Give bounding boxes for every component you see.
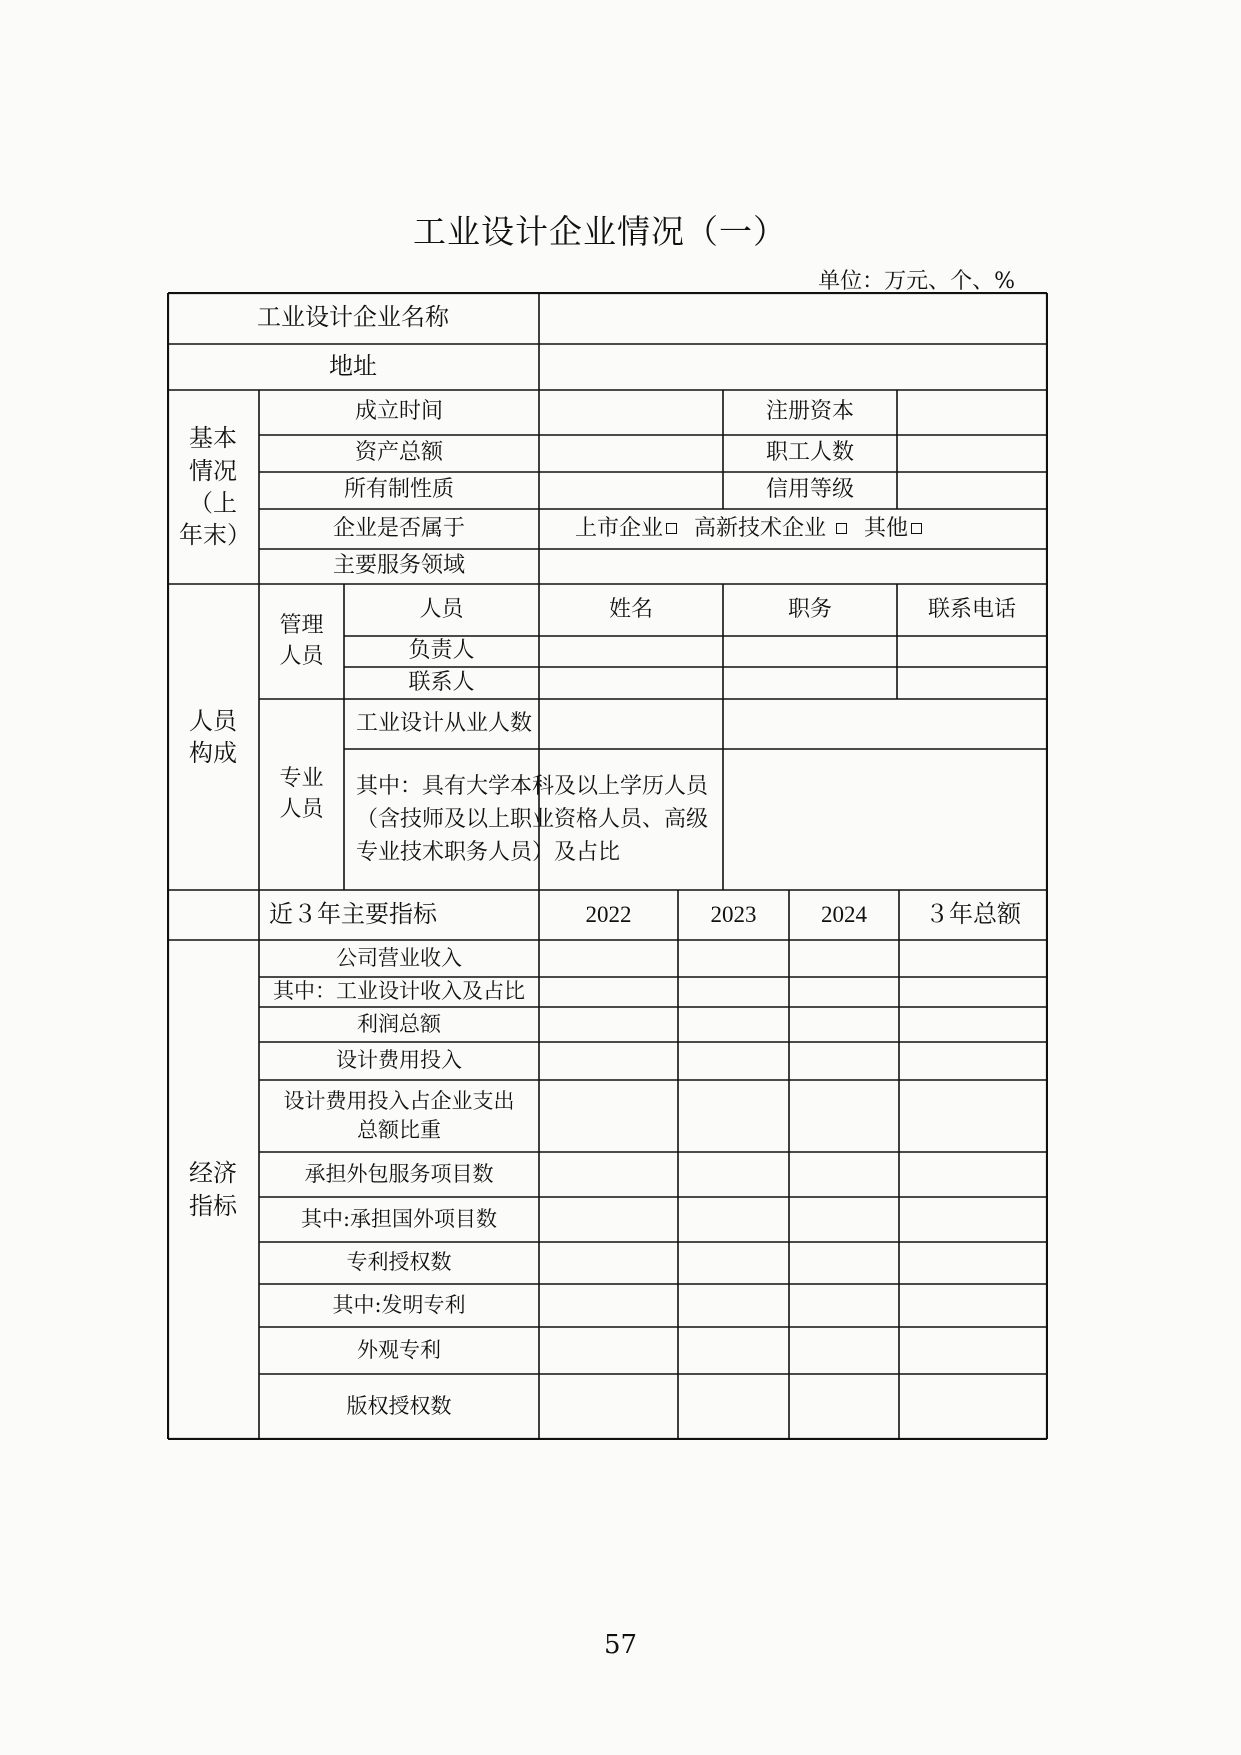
unit-note: 单位：万元、个、%: [818, 269, 1015, 294]
practitioners-label: 工业设计从业人数: [356, 710, 533, 736]
economic-group-label: 经济指标: [189, 1159, 237, 1220]
contact-label: 联系人: [408, 669, 475, 695]
credit-rating-label: 信用等级: [765, 477, 854, 503]
checkbox-other[interactable]: [911, 523, 922, 534]
basic-group-label: 基本情况（上年末）: [179, 424, 251, 550]
ownership-field[interactable]: [539, 472, 723, 509]
header-phone: 联系电话: [927, 596, 1016, 622]
leader-label: 负责人: [408, 638, 475, 664]
header-name: 姓名: [608, 596, 653, 622]
enterprise-form: [167, 292, 1048, 1440]
service-field-label: 主要服务领域: [332, 553, 465, 579]
option-other[interactable]: 其他: [864, 514, 925, 545]
header-position: 职务: [787, 596, 832, 622]
qualified-label: 其中：具有大学本科及以上学历人员（含技师及以上职业资格人员、高级专业技术职务人员）及占比: [356, 774, 709, 865]
professional-label: 专业人员: [279, 765, 324, 822]
indicator-design-revenue: 其中：工业设计收入及占比: [273, 979, 525, 1004]
year-2022: 2022: [585, 901, 632, 927]
practitioners-field[interactable]: [723, 699, 1047, 749]
contact-phone-field[interactable]: [897, 667, 1047, 699]
page-number: 57: [603, 1630, 638, 1660]
indicator-revenue: 公司营业收入: [336, 945, 462, 970]
leader-phone-field[interactable]: [897, 636, 1047, 667]
registered-capital-label: 注册资本: [765, 399, 854, 425]
total-assets-label: 资产总额: [354, 440, 443, 466]
enterprise-type-label: 企业是否属于: [332, 515, 465, 541]
indicator-invention-patents: 其中:发明专利: [332, 1292, 466, 1317]
header-person: 人员: [419, 596, 464, 622]
company-name-label: 工业设计企业名称: [257, 303, 449, 332]
contact-position-field[interactable]: [723, 667, 897, 699]
indicators-header: 近３年主要指标: [269, 900, 437, 929]
registered-capital-field[interactable]: [897, 390, 1047, 435]
enterprise-type-options: [539, 509, 1047, 549]
option-listed[interactable]: 上市企业: [575, 514, 680, 545]
year-2023: 2023: [710, 901, 757, 927]
indicator-total-profit: 利润总额: [357, 1011, 441, 1036]
personnel-group-label: 人员构成: [189, 706, 237, 767]
established-field[interactable]: [539, 390, 723, 435]
indicator-design-cost-ratio: 设计费用投入占企业支出总额比重: [283, 1088, 515, 1142]
checkbox-listed[interactable]: [666, 523, 677, 534]
option-high-tech[interactable]: 高新技术企业: [694, 514, 850, 545]
qualified-field[interactable]: [723, 749, 1047, 890]
employees-field[interactable]: [897, 435, 1047, 472]
contact-name-field[interactable]: [539, 667, 723, 699]
indicator-design-patents: 外观专利: [357, 1337, 441, 1362]
total-assets-field[interactable]: [539, 435, 723, 472]
address-label: 地址: [329, 352, 377, 381]
management-label: 管理人员: [279, 612, 324, 669]
leader-position-field[interactable]: [723, 636, 897, 667]
address-field[interactable]: [539, 344, 1047, 390]
company-name-field[interactable]: [539, 292, 1047, 344]
indicator-outsourcing-projects: 承担外包服务项目数: [304, 1161, 494, 1186]
year-2024: 2024: [821, 901, 867, 927]
employees-label: 职工人数: [765, 440, 854, 466]
indicator-patents: 专利授权数: [346, 1250, 452, 1275]
document-title: 工业设计企业情况（一）: [413, 212, 787, 251]
indicator-overseas-projects: 其中:承担国外项目数: [300, 1206, 498, 1231]
total-3-years: ３年总额: [925, 900, 1021, 929]
ownership-label: 所有制性质: [343, 477, 454, 503]
indicator-copyrights: 版权授权数: [346, 1393, 452, 1418]
checkbox-high-tech[interactable]: [836, 523, 847, 534]
leader-name-field[interactable]: [539, 636, 723, 667]
service-field-field[interactable]: [539, 549, 1047, 584]
indicator-design-cost: 设计费用投入: [336, 1048, 462, 1073]
established-label: 成立时间: [354, 399, 443, 425]
credit-rating-field[interactable]: [897, 472, 1047, 509]
